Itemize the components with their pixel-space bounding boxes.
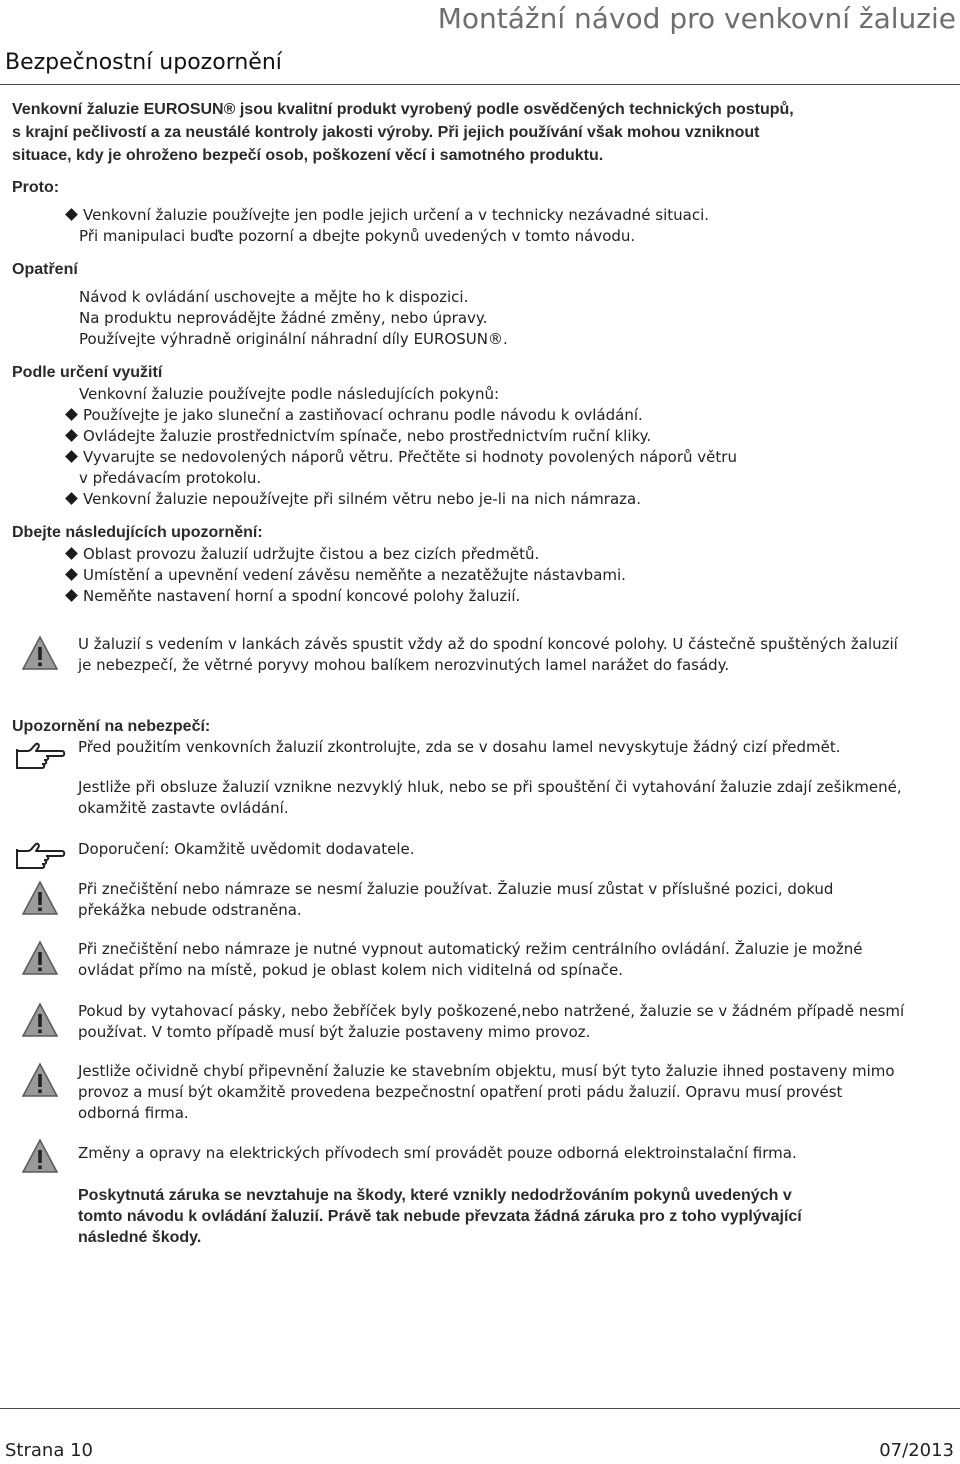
- document-body: [12, 98, 952, 607]
- note-line: překážka nebude odstraněna.: [78, 901, 302, 919]
- note-line: provoz a musí být okamžitě provedena bezpečnostní opatření proti pádu žaluzií. Opravu musí provést: [78, 1083, 843, 1101]
- opatreni-section: [12, 259, 952, 350]
- proto-section: [12, 177, 952, 247]
- warning-icon: [20, 1061, 60, 1101]
- diamond-bullet-icon: [65, 492, 78, 505]
- warning-icon: [20, 879, 60, 919]
- note-line: Při znečištění nebo námraze se nesmí žaluzie používat. Žaluzie musí zůstat v příslušné pozici, dokud: [78, 880, 834, 898]
- note-line: Pokud by vytahovací pásky, nebo žebříček byly poškozené,nebo natržené, žaluzie se v žádném případě nesmí: [78, 1002, 905, 1020]
- list-item: Venkovní žaluzie nepoužívejte při silném větru nebo je-li na nich námraza.: [67, 489, 952, 510]
- note-line: následné škody.: [78, 1229, 202, 1246]
- list-item: Návod k ovládání uschovejte a mějte ho k dispozici.: [79, 288, 469, 306]
- diamond-bullet-icon: [65, 450, 78, 463]
- intro-line: situace, kdy je ohroženo bezpečí osob, poškození věcí i samotného produktu.: [12, 147, 604, 164]
- diamond-bullet-icon: [65, 589, 78, 602]
- note-line: je nebezpečí, že větrné poryvy mohou balíkem nerozvinutých lamel narážet do fasády.: [78, 656, 730, 674]
- note-line: Jestliže očividně chybí připevnění žaluzie ke stavebním objektu, musí být tyto žaluzie ihned postaveny mimo: [78, 1062, 895, 1080]
- note-line: Před použitím venkovních žaluzií zkontrolujte, zda se v dosahu lamel nevyskytuje žádný cizí předmět.: [78, 738, 841, 756]
- list-item: Při manipulaci buďte pozorní a dbejte pokynů uvedených v tomto návodu.: [79, 227, 636, 245]
- warning-icon: [20, 1001, 60, 1041]
- warning-icon: [20, 1137, 60, 1177]
- header-divider: [0, 84, 960, 85]
- warning-icon: [20, 634, 60, 674]
- diamond-bullet-icon: [65, 547, 78, 560]
- diamond-bullet-icon: [65, 568, 78, 581]
- note-line: tomto návodu k ovládání žaluzií. Právě tak nebude převzata žádná záruka pro z toho vyplývající: [78, 1208, 802, 1225]
- list-item: Vyvarujte se nedovolených náporů větru. Přečtěte si hodnoty povolených náporů větru: [67, 447, 952, 468]
- list-item: Používejte výhradně originální náhradní díly EUROSUN®.: [79, 330, 508, 348]
- note-line: používat. V tomto případě musí být žaluzie postaveny mimo provoz.: [78, 1023, 591, 1041]
- proto-heading: Proto:: [12, 179, 60, 196]
- pointing-hand-icon: [14, 841, 66, 873]
- list-item: Na produktu neprovádějte žádné změny, nebo úpravy.: [79, 309, 488, 327]
- usage-heading: Podle určení využití: [12, 364, 163, 381]
- document-date: 07/2013: [879, 1440, 954, 1461]
- note-line: odborná firma.: [78, 1104, 189, 1122]
- footer-divider: [0, 1408, 960, 1409]
- list-item: Neměňte nastavení horní a spodní koncové polohy žaluzií.: [67, 586, 952, 607]
- list-item: Ovládejte žaluzie prostřednictvím spínače, nebo prostřednictvím ruční kliky.: [67, 426, 952, 447]
- notices-section: [12, 522, 952, 607]
- usage-intro: Venkovní žaluzie používejte podle následujících pokynů:: [79, 385, 500, 403]
- note-line: U žaluzií s vedením v lankách závěs spustit vždy až do spodní koncové polohy. U částečně spuštěných žaluzií: [78, 635, 898, 653]
- page-header: [0, 0, 960, 90]
- note-line: Při znečištění nebo námraze je nutné vypnout automatický režim centrálního ovládání. Žaluzie je možné: [78, 940, 863, 958]
- intro-line: s krajní pečlivostí a za neustálé kontroly jakosti výroby. Při jejich používání však mohou vzniknout: [12, 124, 760, 141]
- note-line: Poskytnutá záruka se nevztahuje na škody, které vznikly nedodržováním pokynů uvedených v: [78, 1187, 792, 1204]
- notices-heading: Dbejte následujících upozornění:: [12, 524, 263, 541]
- list-item: Oblast provozu žaluzií udržujte čistou a bez cizích předmětů.: [67, 544, 952, 565]
- list-item: Venkovní žaluzie používejte jen podle jejich určení a v technicky nezávadné situaci.: [67, 205, 952, 226]
- list-item: Používejte je jako sluneční a zastiňovací ochranu podle návodu k ovládání.: [67, 405, 952, 426]
- intro-line: Venkovní žaluzie EUROSUN® jsou kvalitní produkt vyrobený podle osvědčených technických postupů,: [12, 101, 794, 118]
- page-title: Montážní návod pro venkovní žaluzie: [437, 2, 956, 35]
- note-line: Doporučení: Okamžitě uvědomit dodavatele.: [78, 840, 415, 858]
- section-title: Bezpečnostní upozornění: [5, 50, 282, 75]
- page-number: Strana 10: [5, 1440, 93, 1461]
- note-line: ovládat přímo na místě, pokud je oblast kolem nich viditelná od spínače.: [78, 961, 623, 979]
- opatreni-heading: Opatření: [12, 261, 78, 278]
- intro-paragraph: [12, 98, 952, 167]
- list-item-continuation: v předávacím protokolu.: [79, 469, 262, 487]
- diamond-bullet-icon: [65, 408, 78, 421]
- note-line: Změny a opravy na elektrických přívodech smí provádět pouze odborná elektroinstalační firma.: [78, 1144, 797, 1162]
- danger-heading: Upozornění na nebezpečí:: [12, 718, 211, 735]
- usage-section: [12, 362, 952, 510]
- list-item: Umístění a upevnění vedení závěsu neměňte a nezatěžujte nástavbami.: [67, 565, 952, 586]
- note-line: Jestliže při obsluze žaluzií vznikne nezvyklý hluk, nebo se při spouštění či vytahování žaluzie zdají zešikmené,: [78, 778, 902, 796]
- warning-icon: [20, 939, 60, 979]
- pointing-hand-icon: [14, 741, 66, 773]
- diamond-bullet-icon: [65, 429, 78, 442]
- note-line: okamžitě zastavte ovládání.: [78, 799, 289, 817]
- diamond-bullet-icon: [65, 208, 78, 221]
